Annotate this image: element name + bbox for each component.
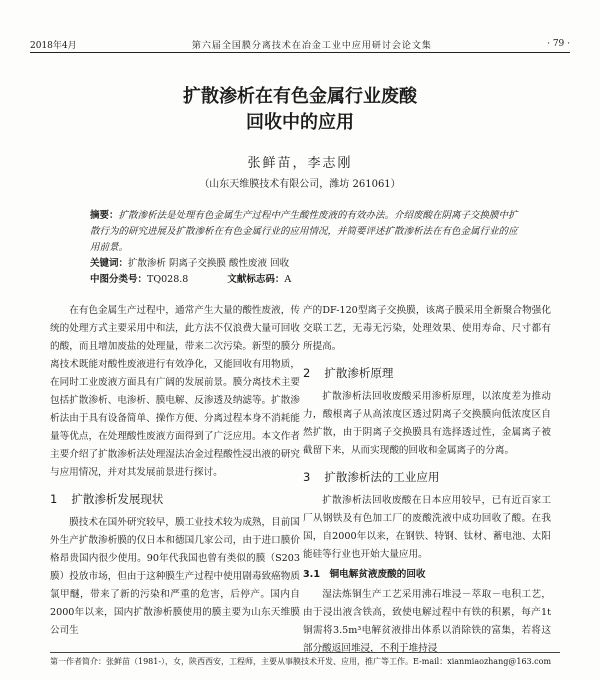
section-1-continued: 产的DF-120型离子交换膜，该离子膜采用全新聚合物强化交联工艺，无毒无污染，处理效果、使用寿命、尺寸都有所提高。 <box>303 305 551 352</box>
title-line-1: 扩散渗析在有色金属行业废酸 <box>183 86 417 107</box>
section-2-paragraph: 扩散渗析法回收废酸采用渗析原理，以浓度差为推动力，酸根离子从高浓度区透过阴离子交换膜向低浓度区自然扩散，由于阴离子交换膜具有选择透过性，金属离子被截留下来，从而实现酸的回收和金属离子的分离。 <box>303 391 551 456</box>
keywords-text: 扩散渗析 阴离子交换膜 酸性废液 回收 <box>128 258 290 269</box>
clc-label: 中图分类号： <box>90 274 148 285</box>
section-3-title: 扩散渗析法的工业应用 <box>324 470 440 484</box>
section-3-paragraph: 扩散渗析法回收废酸在日本应用较早，已有近百家工厂从钢铁及有色加工厂的废酸洗液中成功回收了酸。在我国，自2000年以来，在钢铁、特钢、钛材、蓄电池、太阳能硅等行业也开始大量应用。 <box>303 495 551 560</box>
affiliation: （山东天维膜技术有限公司，潍坊 261061） <box>199 179 401 190</box>
doc-code-value: A <box>284 274 292 285</box>
paper-title <box>0 84 600 136</box>
abstract <box>90 208 520 256</box>
section-1-heading <box>50 490 300 508</box>
left-column <box>50 302 300 640</box>
abstract-label: 摘要： <box>90 210 119 221</box>
title-line-2: 回收中的应用 <box>246 112 354 133</box>
section-1-paragraph: 膜技术在国外研究较早，膜工业技术较为成熟，目前国外生产扩散渗析膜的仅日本和德国几家公司，由于进口膜价格昂贵国内很少使用。90年代我国也曾有类似的膜（S203膜）投放市场，但由于这种膜生产过程中使用剧毒致癌物质氯甲醚，带来了新的污染和严重的危害，后停产。国内自2000年以来，国内扩散渗析膜使用的膜主要为山东天维膜公司生 <box>50 517 300 636</box>
clc-value: TQ028.8 <box>147 274 189 285</box>
subsection-3-1-paragraph: 湿法炼铜生产工艺采用沸石堆浸－萃取－电积工艺，由于浸出液含铁高，致使电解过程中有铁的积累，每产1t铜需将3.5m³电解贫液排出体系以消除铁的富集，若将这部分酸返回堆浸，不利于堆持浸 <box>303 589 551 654</box>
abstract-text: 扩散渗析法是处理有色金属生产过程中产生酸性废液的有效办法。介绍废酸在阴离子交换膜中扩散行为的研究进展及扩散渗析在有色金属行业的应用情况，并简要评述扩散渗析法在有色金属行业的应用前景。 <box>90 210 518 253</box>
section-2-heading <box>303 364 551 382</box>
section-2-title: 扩散渗析原理 <box>324 366 394 380</box>
doc-code-label: 文献标志码： <box>227 274 285 285</box>
section-1-number: 1 <box>50 492 58 506</box>
right-column <box>303 302 551 658</box>
running-header <box>30 36 570 53</box>
section-1-title: 扩散渗析发展现状 <box>71 492 164 506</box>
header-date: 2018年4月 <box>30 40 77 51</box>
abstract-block <box>90 208 520 288</box>
keywords <box>90 256 520 272</box>
subsection-3-1-heading: 3.1 铜电解贫液废酸的回收 <box>303 569 426 580</box>
keywords-label: 关键词： <box>90 258 129 269</box>
classification <box>90 272 520 288</box>
header-page-number: · 79 · <box>547 39 570 49</box>
authors: 张鲜苗，李志刚 <box>247 156 353 171</box>
header-conference: 第六届全国膜分离技术在冶金工业中应用研讨会论文集 <box>191 40 432 51</box>
intro-paragraph: 在有色金属生产过程中，通常产生大量的酸性废液，传统的处理方式主要采用中和法，此方法不仅浪费大量可回收的酸，而且增加废盐的处理量，带来二次污染。新型的膜分离技术既能对酸性废液进行有效净化，又能回收有用物质，在同时工业废液方面具有广阔的发展前景。膜分离技术主要包括扩散渗析、电渗析、膜电解、反渗透及纳滤等。扩散渗析法由于具有设备简单、操作方便、分离过程本身不消耗能量等优点，在处理酸性废液方面得到了广泛应用。本文作者主要介绍了扩散渗析法处理湿法冶金过程酸性浸出液的研究与应用情况，并对其发展前景进行探讨。 <box>50 305 300 478</box>
section-3-heading <box>303 468 551 486</box>
author-footnote: 第一作者简介：张鲜苗（1981-），女，陕西西安，工程师，主要从事膜技术开发、应用，推广等工作。E-mail：xianmiaozhang@163.com <box>50 652 560 668</box>
section-2-number: 2 <box>303 366 311 380</box>
section-3-number: 3 <box>303 470 311 484</box>
